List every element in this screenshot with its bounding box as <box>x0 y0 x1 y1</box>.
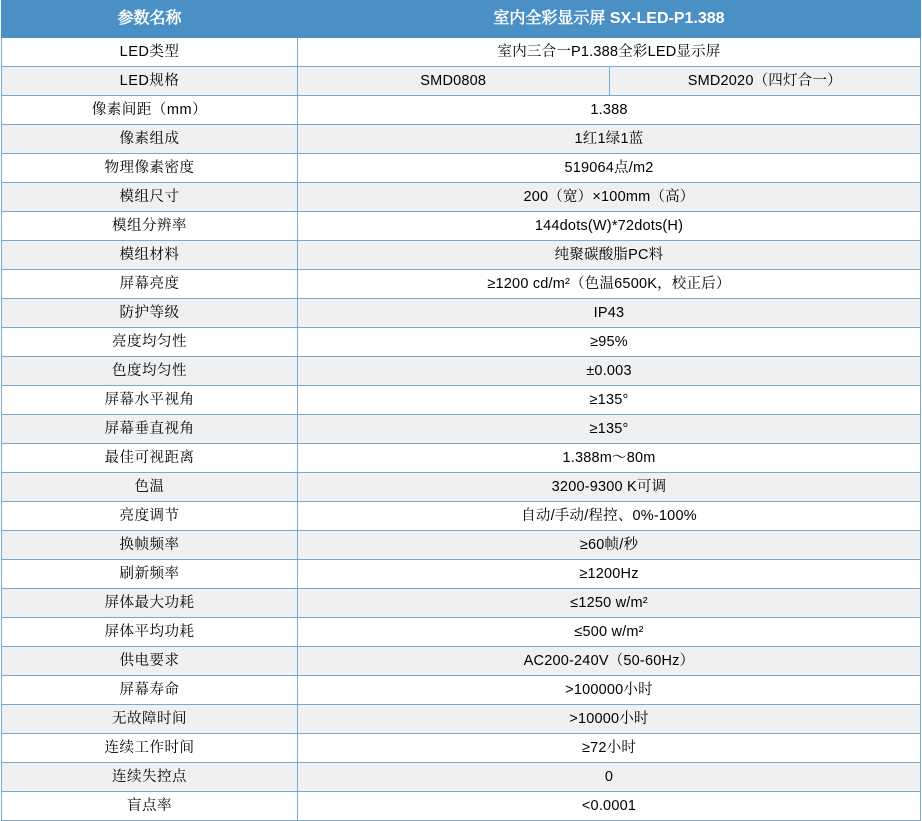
parameter-value-cell <box>298 67 921 96</box>
table-row <box>2 792 921 821</box>
parameter-value-cell: <0.0001 <box>298 792 921 821</box>
parameter-value-cell: ≥60帧/秒 <box>298 531 921 560</box>
parameter-value-cell: >10000小时 <box>298 705 921 734</box>
table-row <box>2 734 921 763</box>
parameter-name-cell: 无故障时间 <box>2 705 298 734</box>
parameter-value-cell: ≥1200 cd/m²（色温6500K，校正后） <box>298 270 921 299</box>
split-value-row <box>298 67 920 95</box>
parameter-name-cell: 像素间距（mm） <box>2 96 298 125</box>
parameter-value-cell: ≤1250 w/m² <box>298 589 921 618</box>
table-row <box>2 212 921 241</box>
parameter-value-cell: ≥1200Hz <box>298 560 921 589</box>
table-row <box>2 589 921 618</box>
table-row <box>2 763 921 792</box>
parameter-name-cell: 亮度调节 <box>2 502 298 531</box>
table-header-row <box>2 1 921 38</box>
parameter-value-cell: 1.388 <box>298 96 921 125</box>
parameter-name-cell: 换帧频率 <box>2 531 298 560</box>
parameter-name-cell: 连续失控点 <box>2 763 298 792</box>
table-body <box>2 38 921 821</box>
parameter-value-cell: 自动/手动/程控、0%-100% <box>298 502 921 531</box>
parameter-value-cell: 0 <box>298 763 921 792</box>
table-row <box>2 560 921 589</box>
parameter-name-cell: 供电要求 <box>2 647 298 676</box>
table-row <box>2 241 921 270</box>
parameter-name-cell: 色温 <box>2 473 298 502</box>
parameter-name-cell: 连续工作时间 <box>2 734 298 763</box>
table-row <box>2 67 921 96</box>
table-row <box>2 618 921 647</box>
parameter-name-cell: 刷新频率 <box>2 560 298 589</box>
parameter-name-cell: 屏幕亮度 <box>2 270 298 299</box>
table-row <box>2 531 921 560</box>
table-row <box>2 38 921 67</box>
parameter-name-cell: 屏幕水平视角 <box>2 386 298 415</box>
parameter-name-cell: 模组尺寸 <box>2 183 298 212</box>
parameter-name-cell: 屏幕寿命 <box>2 676 298 705</box>
parameter-value-cell: >100000小时 <box>298 676 921 705</box>
parameter-name-cell: 色度均匀性 <box>2 357 298 386</box>
parameter-value-cell: ≥95% <box>298 328 921 357</box>
parameter-value-cell: 3200-9300 K可调 <box>298 473 921 502</box>
parameter-value-cell: ≥135° <box>298 415 921 444</box>
parameter-name-cell: LED类型 <box>2 38 298 67</box>
header-cell-parameter-name: 参数名称 <box>2 1 298 38</box>
table-header <box>2 1 921 38</box>
parameter-name-cell: 屏体平均功耗 <box>2 618 298 647</box>
table-row <box>2 125 921 154</box>
table-row <box>2 676 921 705</box>
parameter-value-cell: IP43 <box>298 299 921 328</box>
table-row <box>2 444 921 473</box>
parameter-name-cell: 物理像素密度 <box>2 154 298 183</box>
parameter-value-cell: AC200-240V（50-60Hz） <box>298 647 921 676</box>
table-row <box>2 415 921 444</box>
parameter-name-cell: 屏幕垂直视角 <box>2 415 298 444</box>
parameter-name-cell: 亮度均匀性 <box>2 328 298 357</box>
parameter-value-cell: 纯聚碳酸脂PC料 <box>298 241 921 270</box>
table-row <box>2 357 921 386</box>
parameter-name-cell: 防护等级 <box>2 299 298 328</box>
table-row <box>2 386 921 415</box>
parameter-name-cell: LED规格 <box>2 67 298 96</box>
table-row <box>2 270 921 299</box>
table-row <box>2 154 921 183</box>
parameter-value-left: SMD0808 <box>298 67 609 95</box>
table-row <box>2 502 921 531</box>
table-row <box>2 96 921 125</box>
table-row <box>2 328 921 357</box>
split-value-table <box>298 67 920 95</box>
parameter-value-cell: 1红1绿1蓝 <box>298 125 921 154</box>
header-cell-product-title: 室内全彩显示屏 SX-LED-P1.388 <box>298 1 921 38</box>
parameter-value-cell: 200（宽）×100mm（高） <box>298 183 921 212</box>
table-row <box>2 705 921 734</box>
table-row <box>2 299 921 328</box>
table-row <box>2 647 921 676</box>
led-specification-table <box>1 0 921 821</box>
parameter-name-cell: 盲点率 <box>2 792 298 821</box>
parameter-value-cell: ≥72小时 <box>298 734 921 763</box>
parameter-value-cell: 1.388m～80m <box>298 444 921 473</box>
parameter-value-cell: ≤500 w/m² <box>298 618 921 647</box>
parameter-value-cell: 室内三合一P1.388全彩LED显示屏 <box>298 38 921 67</box>
table-row <box>2 473 921 502</box>
parameter-name-cell: 屏体最大功耗 <box>2 589 298 618</box>
parameter-value-cell: 519064点/m2 <box>298 154 921 183</box>
parameter-value-cell: ≥135° <box>298 386 921 415</box>
parameter-name-cell: 像素组成 <box>2 125 298 154</box>
table-row <box>2 183 921 212</box>
parameter-value-right: SMD2020（四灯合一） <box>687 73 842 89</box>
parameter-value-cell: 144dots(W)*72dots(H) <box>298 212 921 241</box>
parameter-value-cell: ±0.003 <box>298 357 921 386</box>
parameter-name-cell: 最佳可视距离 <box>2 444 298 473</box>
parameter-name-cell: 模组分辨率 <box>2 212 298 241</box>
parameter-name-cell: 模组材料 <box>2 241 298 270</box>
